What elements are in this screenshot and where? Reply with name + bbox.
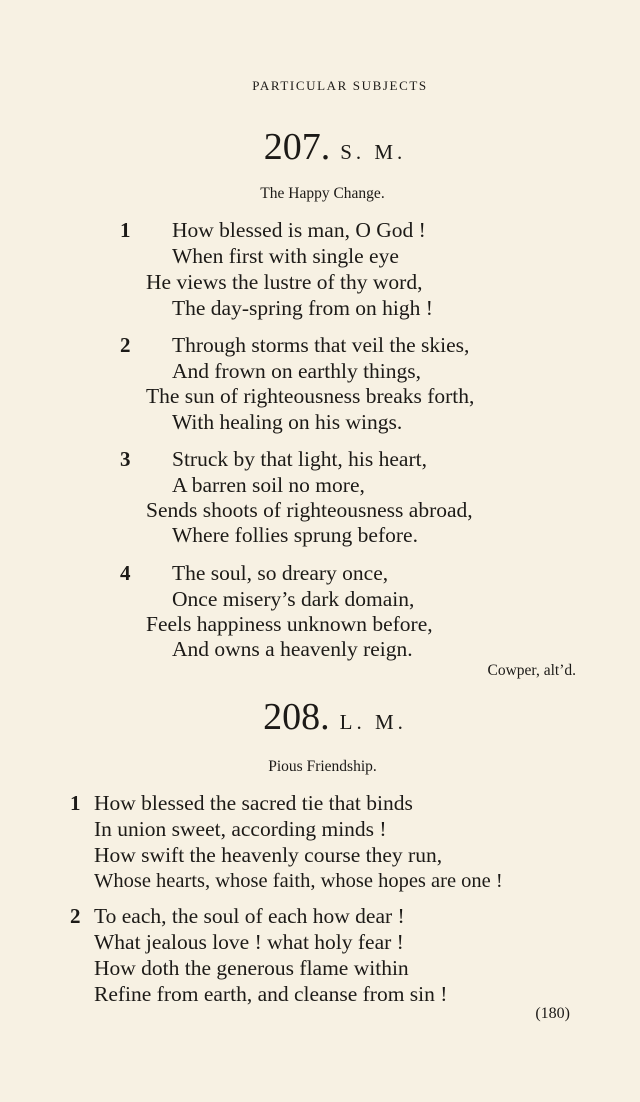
hymn-207-number: 207. (263, 126, 331, 168)
verse-line: Once misery’s dark domain, (172, 587, 415, 611)
verse-line: How swift the heavenly course they run, (94, 843, 443, 867)
verse-line: Refine from earth, and cleanse from sin ! (94, 982, 448, 1006)
verse-line: And owns a heavenly reign. (172, 637, 413, 661)
verse-line: How doth the generous flame within (94, 956, 409, 980)
verse-line: A barren soil no more, (172, 473, 365, 497)
verse-line: And frown on earthly things, (172, 359, 422, 383)
verse-line: The sun of righteousness breaks forth, (146, 384, 475, 408)
verse-line: How blessed the sacred tie that binds (94, 791, 413, 815)
verse-line: With healing on his wings. (172, 410, 403, 434)
running-head: PARTICULAR SUBJECTS (252, 78, 428, 93)
hymn-207-title: The Happy Change. (260, 185, 385, 202)
hymn-207-meter: S. M. (340, 140, 407, 164)
verse-line: How blessed is man, O God ! (172, 218, 426, 242)
hymn-208-number: 208. (263, 696, 330, 738)
verse-line: Whose hearts, whose faith, whose hopes are one ! (94, 870, 503, 892)
page-number: (180) (535, 1005, 570, 1022)
verse-line: What jealous love ! what holy fear ! (94, 930, 404, 954)
verse-line: In union sweet, according minds ! (94, 817, 387, 841)
verse-line: Where follies sprung before. (172, 523, 418, 547)
stanza-number: 4 (120, 561, 131, 585)
hymn-208-meter: L. M. (339, 710, 407, 734)
verse-line: The soul, so dreary once, (172, 561, 389, 585)
hymn-207-heading (0, 125, 640, 169)
hymn-207-author: Cowper, alt’d. (487, 662, 576, 679)
verse-line: When first with single eye (172, 244, 399, 268)
verse-line: To each, the soul of each how dear ! (94, 904, 405, 928)
verse-line: Struck by that light, his heart, (172, 447, 427, 471)
stanza-number: 2 (70, 904, 81, 928)
verse-line: Sends shoots of righteousness abroad, (146, 498, 473, 522)
verse-line: The day-spring from on high ! (172, 296, 433, 320)
hymn-208-heading (0, 695, 640, 739)
verse-line: He views the lustre of thy word, (146, 270, 423, 294)
stanza-number: 1 (70, 791, 81, 815)
stanza-number: 2 (120, 333, 131, 357)
verse-line: Feels happiness unknown before, (146, 612, 433, 636)
verse-line: Through storms that veil the skies, (172, 333, 470, 357)
stanza-number: 1 (120, 218, 131, 242)
stanza-number: 3 (120, 447, 131, 471)
hymn-208-title: Pious Friendship. (268, 758, 377, 775)
